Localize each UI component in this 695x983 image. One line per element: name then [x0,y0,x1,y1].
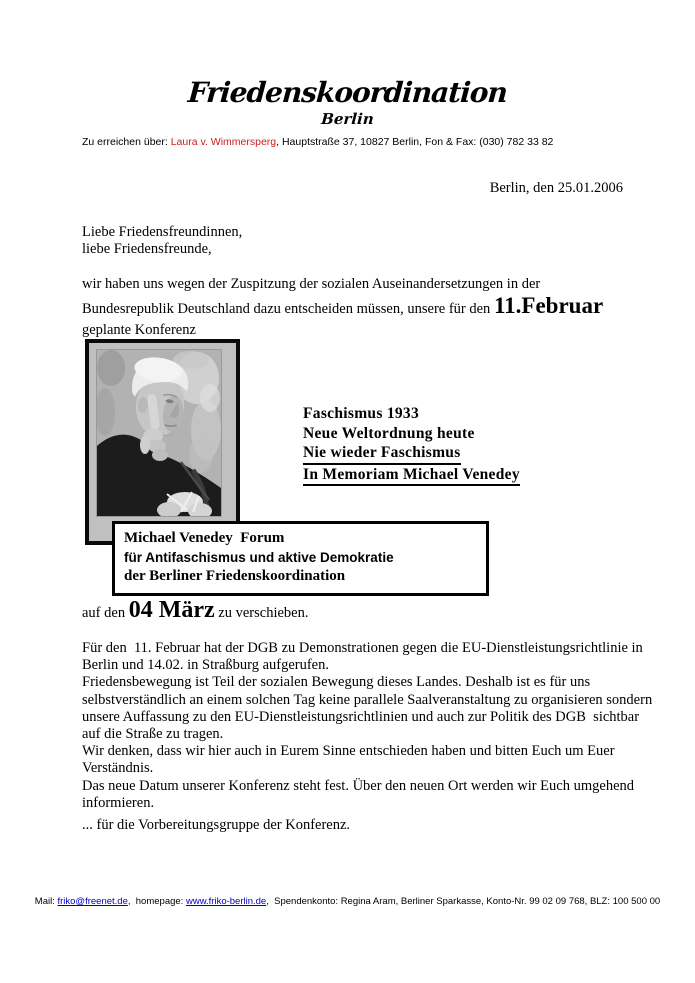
homepage-link[interactable]: www.friko-berlin.de [185,896,267,907]
salutation-line: Liebe Friedensfreundinnen, [82,224,243,240]
org-subtitle: Berlin [320,110,375,128]
org-title: Friedenskoordination [186,76,509,109]
body-paragraph: Wir denken, dass wir hier auch in Eurem Sinne entschieden haben und bitten Euch um Euer Verständnis. [82,743,618,777]
footer-line [0,896,695,907]
photo-frame [85,339,240,545]
highlight-date-february: 11.Februar [493,293,604,318]
closing-line: ... für die Vorbereitungsgruppe der Konferenz. [82,817,351,833]
event-line: Faschismus 1933 [303,405,420,422]
contact-prefix: Zu erreichen über: [82,136,171,148]
reschedule-text: zu verschieben. [214,605,309,621]
intro-paragraph [82,276,657,339]
forum-box-line: der Berliner Friedenskoordination [124,568,346,584]
dateline: Berlin, den 25.01.2006 [489,180,623,196]
event-line-text: In Memoriam Michael Venedey [303,465,520,487]
event-line: Neue Weltordnung heute [303,424,475,442]
forum-box [112,521,489,596]
event-line-underlined [303,443,520,465]
salutation [82,224,242,258]
event-line-underlined [303,465,520,487]
reschedule-line [82,596,308,627]
mail-link[interactable]: friko@freenet.de [57,896,128,907]
michael-venedey-portrait-photo [96,349,222,517]
intro-line [82,293,657,322]
contact-suffix: , Hauptstraße 37, 10827 Berlin, Fon & Fax: (030) 782 33 82 [276,136,554,148]
intro-line: wir haben uns wegen der Zuspitzung der sozialen Auseinandersetzungen in der [82,276,541,292]
body-paragraph: Das neue Datum unserer Konferenz steht fest. Über den neuen Ort werden wir Euch umgehend informieren. [82,777,638,811]
contact-line [82,136,642,148]
footer-separator: , homepage: [127,896,186,907]
reschedule-text: auf den [82,605,129,621]
body-paragraph: Friedensbewegung ist Teil der sozialen Bewegung dieses Landes. Deshalb ist es für uns selbstverständlich an einem solchen Tag keine parallele Saalveranstaltung zu organisieren sondern unsere Auffassung zu den EU-Dienstleistungsrichtlinien und auch zur Politik des DGB sichtbar auf die Straße zu tragen. [82,674,656,743]
forum-box-line: für Antifaschismus und aktive Demokratie [124,550,394,565]
contact-name: Laura v. Wimmersperg [170,136,277,148]
mail-label: Mail: [34,896,58,907]
highlight-date-march: 04 März [128,597,215,623]
forum-box-line: Michael Venedey Forum [124,530,285,546]
event-line-text: Nie wieder Faschismus [303,443,461,465]
salutation-line: liebe Friedensfreunde, [82,241,212,257]
bank-details: , Spendenkonto: Regina Aram, Berliner Sparkasse, Konto-Nr. 99 02 09 768, BLZ: 100 500 00 [266,896,661,907]
letter-body [82,640,654,812]
intro-line-text: Bundesrepublik Deutschland dazu entscheiden müssen, unsere für den [82,301,494,317]
body-paragraph: Für den 11. Februar hat der DGB zu Demonstrationen gegen die EU-Dienstleistungsrichtlinie in Berlin und 14.02. in Straßburg aufgerufen. [82,640,647,674]
event-announcement [303,404,520,486]
intro-line: geplante Konferenz [82,322,196,338]
